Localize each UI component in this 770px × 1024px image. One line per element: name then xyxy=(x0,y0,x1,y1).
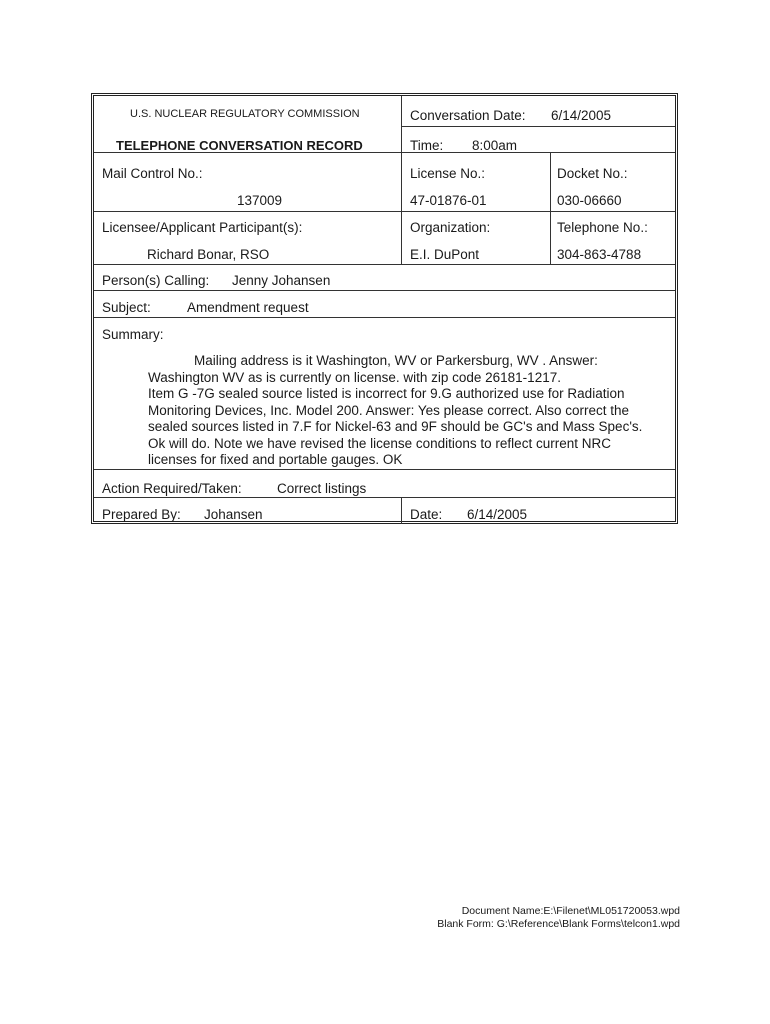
document-name: Document Name:E:\Filenet\ML051720053.wpd xyxy=(461,905,680,917)
persons-calling-value: Jenny Johansen xyxy=(232,273,331,288)
summary-line: Item G -7G sealed source listed is incorrect for 9.G authorized use for Radiation xyxy=(148,386,625,401)
prepared-date-label: Date: xyxy=(410,507,443,522)
summary-line: sealed sources listed in 7.F for Nickel-63 and 9F should be GC's and Mass Spec's. xyxy=(148,419,643,434)
prepared-date: 6/14/2005 xyxy=(467,507,528,522)
summary-line: Monitoring Devices, Inc. Model 200. Answer: Yes please correct. Also correct the xyxy=(148,402,629,418)
summary-line: Ok will do. Note we have revised the license conditions to reflect current NRC xyxy=(148,435,611,451)
summary-line: Mailing address is it Washington, WV or Parkersburg, WV . Answer: xyxy=(194,353,598,368)
license-label: License No.: xyxy=(410,166,486,181)
telephone-number: 304-863-4788 xyxy=(557,247,642,262)
action-value: Correct listings xyxy=(277,481,367,496)
organization-value: E.I. DuPont xyxy=(410,247,480,262)
organization-label: Organization: xyxy=(410,220,491,235)
subject-label: Subject: xyxy=(102,300,151,315)
prepared-by-label: Prepared By: xyxy=(102,507,181,522)
divider xyxy=(94,317,675,318)
mail-control-number: 137009 xyxy=(237,193,283,208)
form-title: TELEPHONE CONVERSATION RECORD xyxy=(116,138,363,153)
conversation-date: 6/14/2005 xyxy=(551,108,612,123)
telephone-label: Telephone No.: xyxy=(557,220,648,235)
divider xyxy=(401,497,402,524)
divider xyxy=(94,264,675,265)
time-value: 8:00am xyxy=(472,138,518,153)
prepared-by-value: Johansen xyxy=(204,507,263,522)
agency-name: U.S. NUCLEAR REGULATORY COMMISSION xyxy=(130,108,360,120)
divider xyxy=(550,152,551,264)
summary-text xyxy=(148,353,673,469)
docket-label: Docket No.: xyxy=(557,166,628,181)
summary-label: Summary: xyxy=(102,327,164,342)
divider xyxy=(401,126,675,127)
telephone-conversation-record-form xyxy=(91,93,678,524)
time-label: Time: xyxy=(410,138,444,153)
divider xyxy=(94,497,675,498)
summary-line: Washington WV as is currently on license. with zip code 26181-1217. xyxy=(148,369,561,385)
docket-number: 030-06660 xyxy=(557,193,622,208)
divider xyxy=(401,96,402,264)
divider xyxy=(94,469,675,470)
conversation-date-label: Conversation Date: xyxy=(410,108,526,123)
license-number: 47-01876-01 xyxy=(410,193,487,208)
mail-control-label: Mail Control No.: xyxy=(102,166,203,181)
divider xyxy=(94,290,675,291)
licensee-label: Licensee/Applicant Participant(s): xyxy=(102,220,303,235)
subject-value: Amendment request xyxy=(187,300,309,315)
summary-line: licenses for fixed and portable gauges. OK xyxy=(148,452,403,467)
licensee-participant: Richard Bonar, RSO xyxy=(147,247,270,262)
blank-form-path: Blank Form: G:\Reference\Blank Forms\telcon1.wpd xyxy=(437,918,680,930)
divider xyxy=(94,211,675,212)
action-label: Action Required/Taken: xyxy=(102,481,242,496)
persons-calling-label: Person(s) Calling: xyxy=(102,273,210,288)
